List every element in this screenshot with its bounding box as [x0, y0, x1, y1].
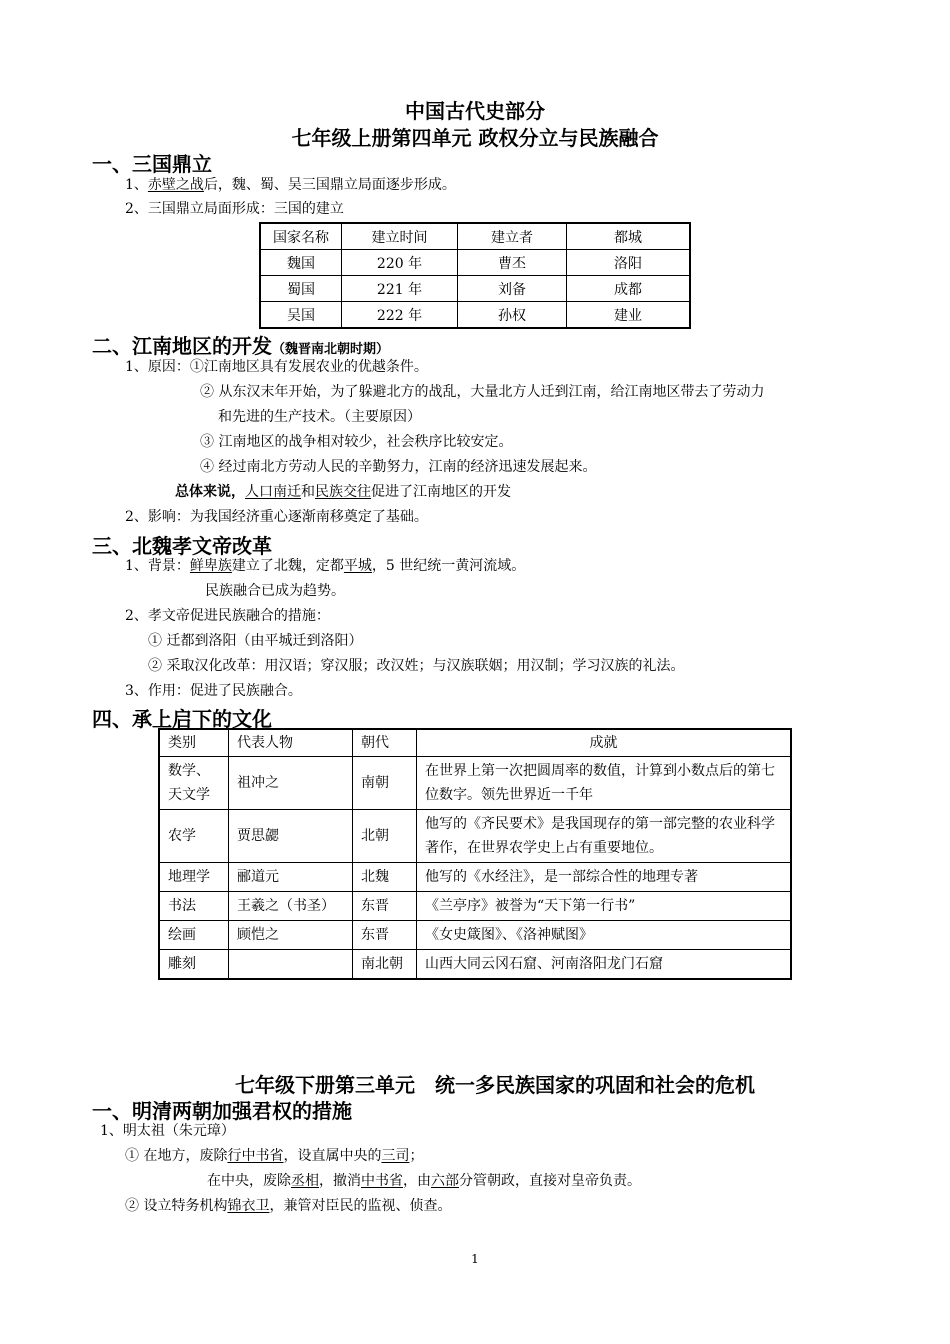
table-cell: 他写的《齐民要术》是我国现存的第一部完整的农业科学著作，在世界农学史上占有重要地位。 — [417, 810, 792, 863]
table-row — [260, 276, 690, 302]
table-row — [159, 757, 791, 810]
table-header: 都城 — [567, 223, 691, 250]
table-cell: 雕刻 — [159, 950, 229, 980]
table-cell: 222 年 — [342, 302, 458, 329]
table-cell: 吴国 — [260, 302, 342, 329]
table-cell: 南朝 — [353, 757, 417, 810]
s3-background: 1、背景：鲜卑族建立了北魏，定都平城，5 世纪统一黄河流域。 — [125, 558, 526, 574]
s2-reason4: ④ 经过南北方劳动人民的辛勤努力，江南的经济迅速发展起来。 — [200, 459, 597, 475]
table-cell: 孙权 — [458, 302, 567, 329]
s2-summary: 总体来说，人口南迁和民族交往促进了江南地区的开发 — [175, 484, 511, 500]
table-row — [159, 950, 791, 980]
s1-point1: 1、赤壁之战后，魏、蜀、吴三国鼎立局面逐步形成。 — [125, 177, 456, 193]
s2-reason2-cont: 和先进的生产技术。（主要原因） — [218, 409, 421, 425]
table-cell: 《兰亭序》被誉为“天下第一行书” — [417, 892, 792, 921]
culture-table — [158, 728, 792, 980]
table-header: 朝代 — [353, 729, 417, 757]
table-row — [260, 250, 690, 276]
table-cell: 南北朝 — [353, 950, 417, 980]
doc-title: 中国古代史部分 — [405, 99, 545, 123]
table-cell: 农学 — [159, 810, 229, 863]
section3-heading: 三、北魏孝文帝改革 — [92, 534, 272, 558]
section1-heading: 一、三国鼎立 — [92, 152, 212, 176]
table-cell: 洛阳 — [567, 250, 691, 276]
page-number: 1 — [471, 1252, 479, 1266]
table-header: 代表人物 — [229, 729, 353, 757]
s3-background-cont: 民族融合已成为趋势。 — [205, 583, 345, 599]
table-cell: 东晋 — [353, 892, 417, 921]
table-cell: 《女史箴图》、《洛神赋图》 — [417, 921, 792, 950]
s3-measure1: ① 迁都到洛阳（由平城迁到洛阳） — [148, 633, 363, 649]
s2-effect: 2、影响：为我国经济重心逐渐南移奠定了基础。 — [125, 509, 428, 525]
section2-note: （魏晋南北朝时期） — [272, 342, 390, 357]
table-cell: 王羲之（书圣） — [229, 892, 353, 921]
table-cell: 成都 — [567, 276, 691, 302]
table-cell: 221 年 — [342, 276, 458, 302]
s2-reason1: 1、原因：①江南地区具有发展农业的优越条件。 — [125, 359, 428, 375]
table-cell: 在世界上第一次把圆周率的数值，计算到小数点后的第七位数字。领先世界近一千年 — [417, 757, 792, 810]
table-cell: 刘备 — [458, 276, 567, 302]
table-header-row — [260, 223, 690, 250]
table-cell — [229, 950, 353, 980]
table-row — [260, 302, 690, 329]
unit2-section1-heading: 一、明清两朝加强君权的措施 — [92, 1099, 352, 1123]
table-cell: 山西大同云冈石窟、河南洛阳龙门石窟 — [417, 950, 792, 980]
table-cell: 北魏 — [353, 863, 417, 892]
term-chibi: 赤壁之战 — [147, 177, 204, 193]
table-header: 国家名称 — [260, 223, 342, 250]
table-cell: 数学、天文学 — [159, 757, 229, 810]
unit2-title: 七年级下册第三单元 统一多民族国家的巩固和社会的危机 — [235, 1073, 755, 1097]
table-cell: 220 年 — [342, 250, 458, 276]
table-cell: 东晋 — [353, 921, 417, 950]
table-cell: 贾思勰 — [229, 810, 353, 863]
table-header: 建立时间 — [342, 223, 458, 250]
table-row — [159, 892, 791, 921]
table-header: 类别 — [159, 729, 229, 757]
table-cell: 曹丕 — [458, 250, 567, 276]
unit1-title: 七年级上册第四单元 政权分立与民族融合 — [291, 126, 659, 150]
s3-measures-title: 2、孝文帝促进民族融合的措施： — [125, 608, 330, 624]
three-kingdoms-table — [259, 222, 691, 329]
table-cell: 祖冲之 — [229, 757, 353, 810]
table-cell: 郦道元 — [229, 863, 353, 892]
u2-line1: ① 在地方，废除行中书省，设直属中央的三司； — [125, 1148, 424, 1164]
table-cell: 书法 — [159, 892, 229, 921]
table-row — [159, 921, 791, 950]
table-cell: 绘画 — [159, 921, 229, 950]
section4-heading: 四、承上启下的文化 — [92, 707, 272, 731]
table-cell: 蜀国 — [260, 276, 342, 302]
table-header-row — [159, 729, 791, 757]
s2-reason2: ② 从东汉末年开始，为了躲避北方的战乱，大量北方人迁到江南，给江南地区带去了劳动力 — [200, 384, 765, 400]
table-header: 建立者 — [458, 223, 567, 250]
section2-heading: 二、江南地区的开发（魏晋南北朝时期） — [92, 334, 390, 358]
s2-reason3: ③ 江南地区的战争相对较少，社会秩序比较安定。 — [200, 434, 513, 450]
s1-point2: 2、三国鼎立局面形成：三国的建立 — [125, 201, 344, 217]
s3-measure2: ② 采取汉化改革：用汉语；穿汉服；改汉姓；与汉族联姻；用汉制；学习汉族的礼法。 — [148, 658, 685, 674]
table-cell: 魏国 — [260, 250, 342, 276]
table-cell: 顾恺之 — [229, 921, 353, 950]
table-cell: 他写的《水经注》，是一部综合性的地理专著 — [417, 863, 792, 892]
table-cell: 地理学 — [159, 863, 229, 892]
table-row — [159, 810, 791, 863]
u2-line3: ② 设立特务机构锦衣卫，兼管对臣民的监视、侦查。 — [125, 1198, 452, 1214]
u2-point1: 1、明太祖（朱元璋） — [100, 1123, 235, 1139]
table-row — [159, 863, 791, 892]
table-cell: 建业 — [567, 302, 691, 329]
table-header: 成就 — [417, 729, 792, 757]
table-cell: 北朝 — [353, 810, 417, 863]
s3-effect: 3、作用：促进了民族融合。 — [125, 683, 302, 699]
u2-line2: 在中央，废除丞相，撤消中书省，由六部分管朝政，直接对皇帝负责。 — [207, 1173, 641, 1189]
